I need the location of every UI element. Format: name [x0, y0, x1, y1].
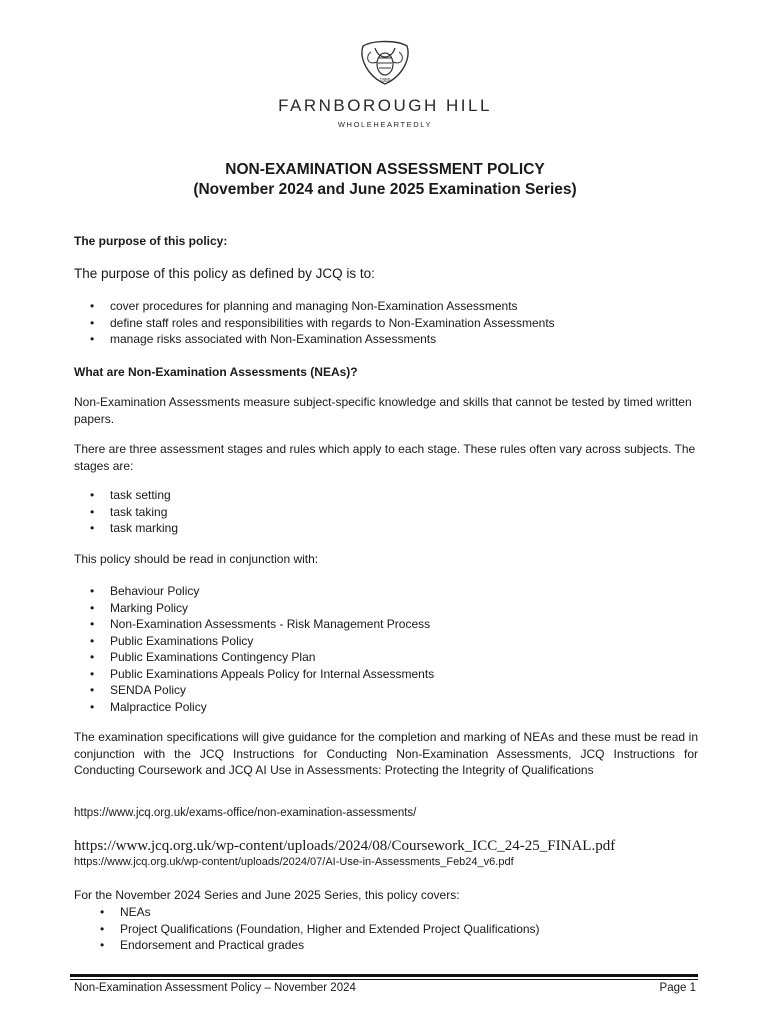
- list-item: • Project Qualifications (Foundation, Higher and Extended Project Qualifications): [74, 921, 540, 938]
- related-policies-list: [74, 583, 434, 715]
- coursework-instructions-link[interactable]: https://www.jcq.org.uk/wp-content/uploads/2024/08/Coursework_ICC_24-25_FINAL.pdf: [74, 838, 616, 854]
- footer-document-name: Non-Examination Assessment Policy – November 2024: [74, 982, 356, 994]
- covers-list: [74, 904, 540, 954]
- purpose-heading: The purpose of this policy:: [74, 234, 228, 248]
- school-name: FARNBOROUGH HILL: [278, 96, 492, 115]
- list-item: • manage risks associated with Non-Examination Assessments: [74, 331, 555, 348]
- list-item: • Endorsement and Practical grades: [74, 937, 540, 954]
- list-item: • task marking: [74, 520, 178, 537]
- list-item: • Public Examinations Appeals Policy for Internal Assessments: [74, 666, 434, 683]
- conjunction-intro: This policy should be read in conjunction with:: [74, 552, 319, 566]
- jcq-nea-link[interactable]: https://www.jcq.org.uk/exams-office/non-examination-assessments/: [74, 807, 417, 819]
- svg-text:1889: 1889: [379, 78, 391, 84]
- list-item: • Marking Policy: [74, 600, 434, 617]
- list-item: • Public Examinations Policy: [74, 633, 434, 650]
- list-item: • NEAs: [74, 904, 540, 921]
- list-item: • SENDA Policy: [74, 682, 434, 699]
- purpose-intro: The purpose of this policy as defined by JCQ is to:: [74, 266, 375, 281]
- list-item: • Public Examinations Contingency Plan: [74, 649, 434, 666]
- document-subtitle: (November 2024 and June 2025 Examination Series): [193, 181, 577, 198]
- document-title: NON-EXAMINATION ASSESSMENT POLICY: [225, 161, 545, 178]
- footer-page-number: Page 1: [659, 982, 696, 994]
- neas-heading: What are Non-Examination Assessments (NEAs)?: [74, 365, 358, 379]
- footer-divider: [70, 974, 698, 977]
- neas-paragraph-1: Non-Examination Assessments measure subject-specific knowledge and skills that cannot be tested by timed written papers.: [74, 395, 692, 426]
- list-item: • task setting: [74, 487, 178, 504]
- list-item: • task taking: [74, 504, 178, 521]
- list-item: • Non-Examination Assessments - Risk Management Process: [74, 616, 434, 633]
- list-item: • Behaviour Policy: [74, 583, 434, 600]
- list-item: • define staff roles and responsibilities with regards to Non-Examination Assessments: [74, 315, 555, 332]
- purpose-list: [74, 298, 555, 348]
- specifications-paragraph: The examination specifications will give guidance for the completion and marking of NEAs and these must be read in conjunction with the JCQ Instructions for Conducting Non-Examination Assessments, JCQ Instructions for Conducting Coursework and JCQ AI Use in Assessments: Protecting the Integrity of Qualifications: [74, 730, 698, 777]
- stages-list: [74, 487, 178, 537]
- neas-paragraph-2: There are three assessment stages and rules which apply to each stage. These rules often vary across subjects. The stages are:: [74, 442, 696, 473]
- covers-intro: For the November 2024 Series and June 2025 Series, this policy covers:: [74, 888, 460, 902]
- footer-divider-thin: [70, 979, 698, 980]
- school-logo: [0, 38, 770, 129]
- list-item: • cover procedures for planning and managing Non-Examination Assessments: [74, 298, 555, 315]
- list-item: • Malpractice Policy: [74, 699, 434, 716]
- school-motto: WHOLEHEARTEDLY: [337, 120, 433, 129]
- crest-icon: [353, 38, 417, 88]
- ai-use-link[interactable]: https://www.jcq.org.uk/wp-content/uploads/2024/07/AI-Use-in-Assessments_Feb24_v6.pdf: [74, 856, 514, 868]
